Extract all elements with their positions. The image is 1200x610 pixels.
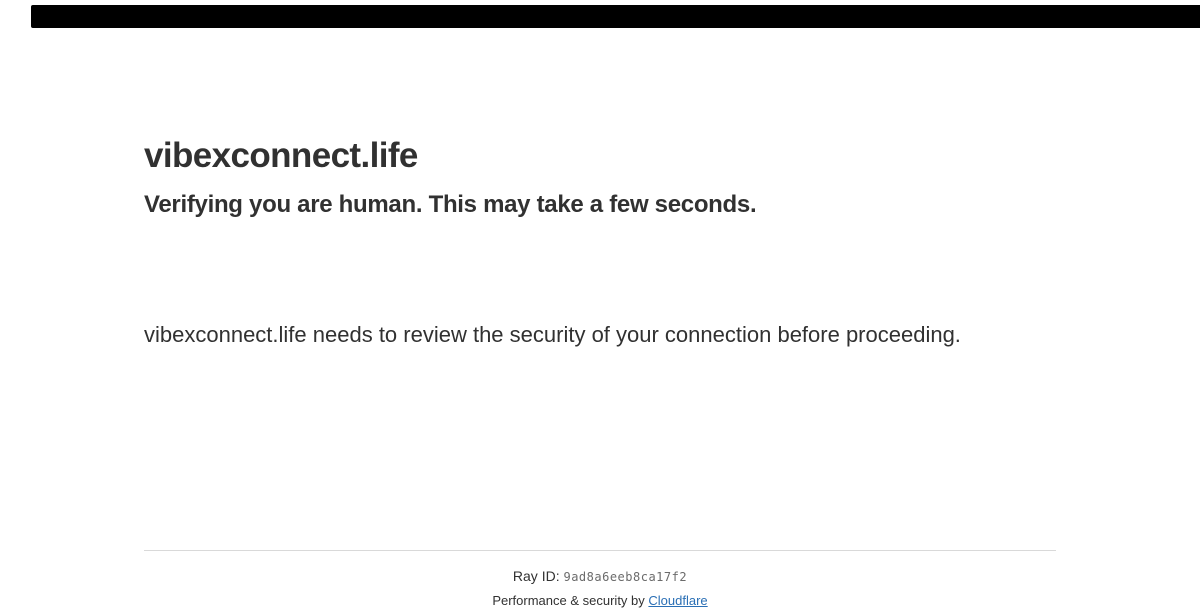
- performance-security-label: Performance & security by: [492, 593, 645, 608]
- performance-security-text: [0, 592, 1200, 610]
- ray-id-value: 9ad8a6eeb8ca17f2: [563, 570, 688, 584]
- security-review-message: vibexconnect.life needs to review the security of your connection before proceeding.: [144, 322, 961, 347]
- ray-id-label: Ray ID:: [512, 568, 560, 584]
- footer-divider: [144, 550, 1056, 551]
- cloudflare-link[interactable]: Cloudflare: [648, 593, 708, 608]
- verification-status-text: Verifying you are human. This may take a few seconds.: [144, 191, 757, 218]
- top-black-bar: [31, 5, 1200, 28]
- ray-id-line: [0, 566, 1200, 587]
- page-title: vibexconnect.life: [144, 136, 418, 175]
